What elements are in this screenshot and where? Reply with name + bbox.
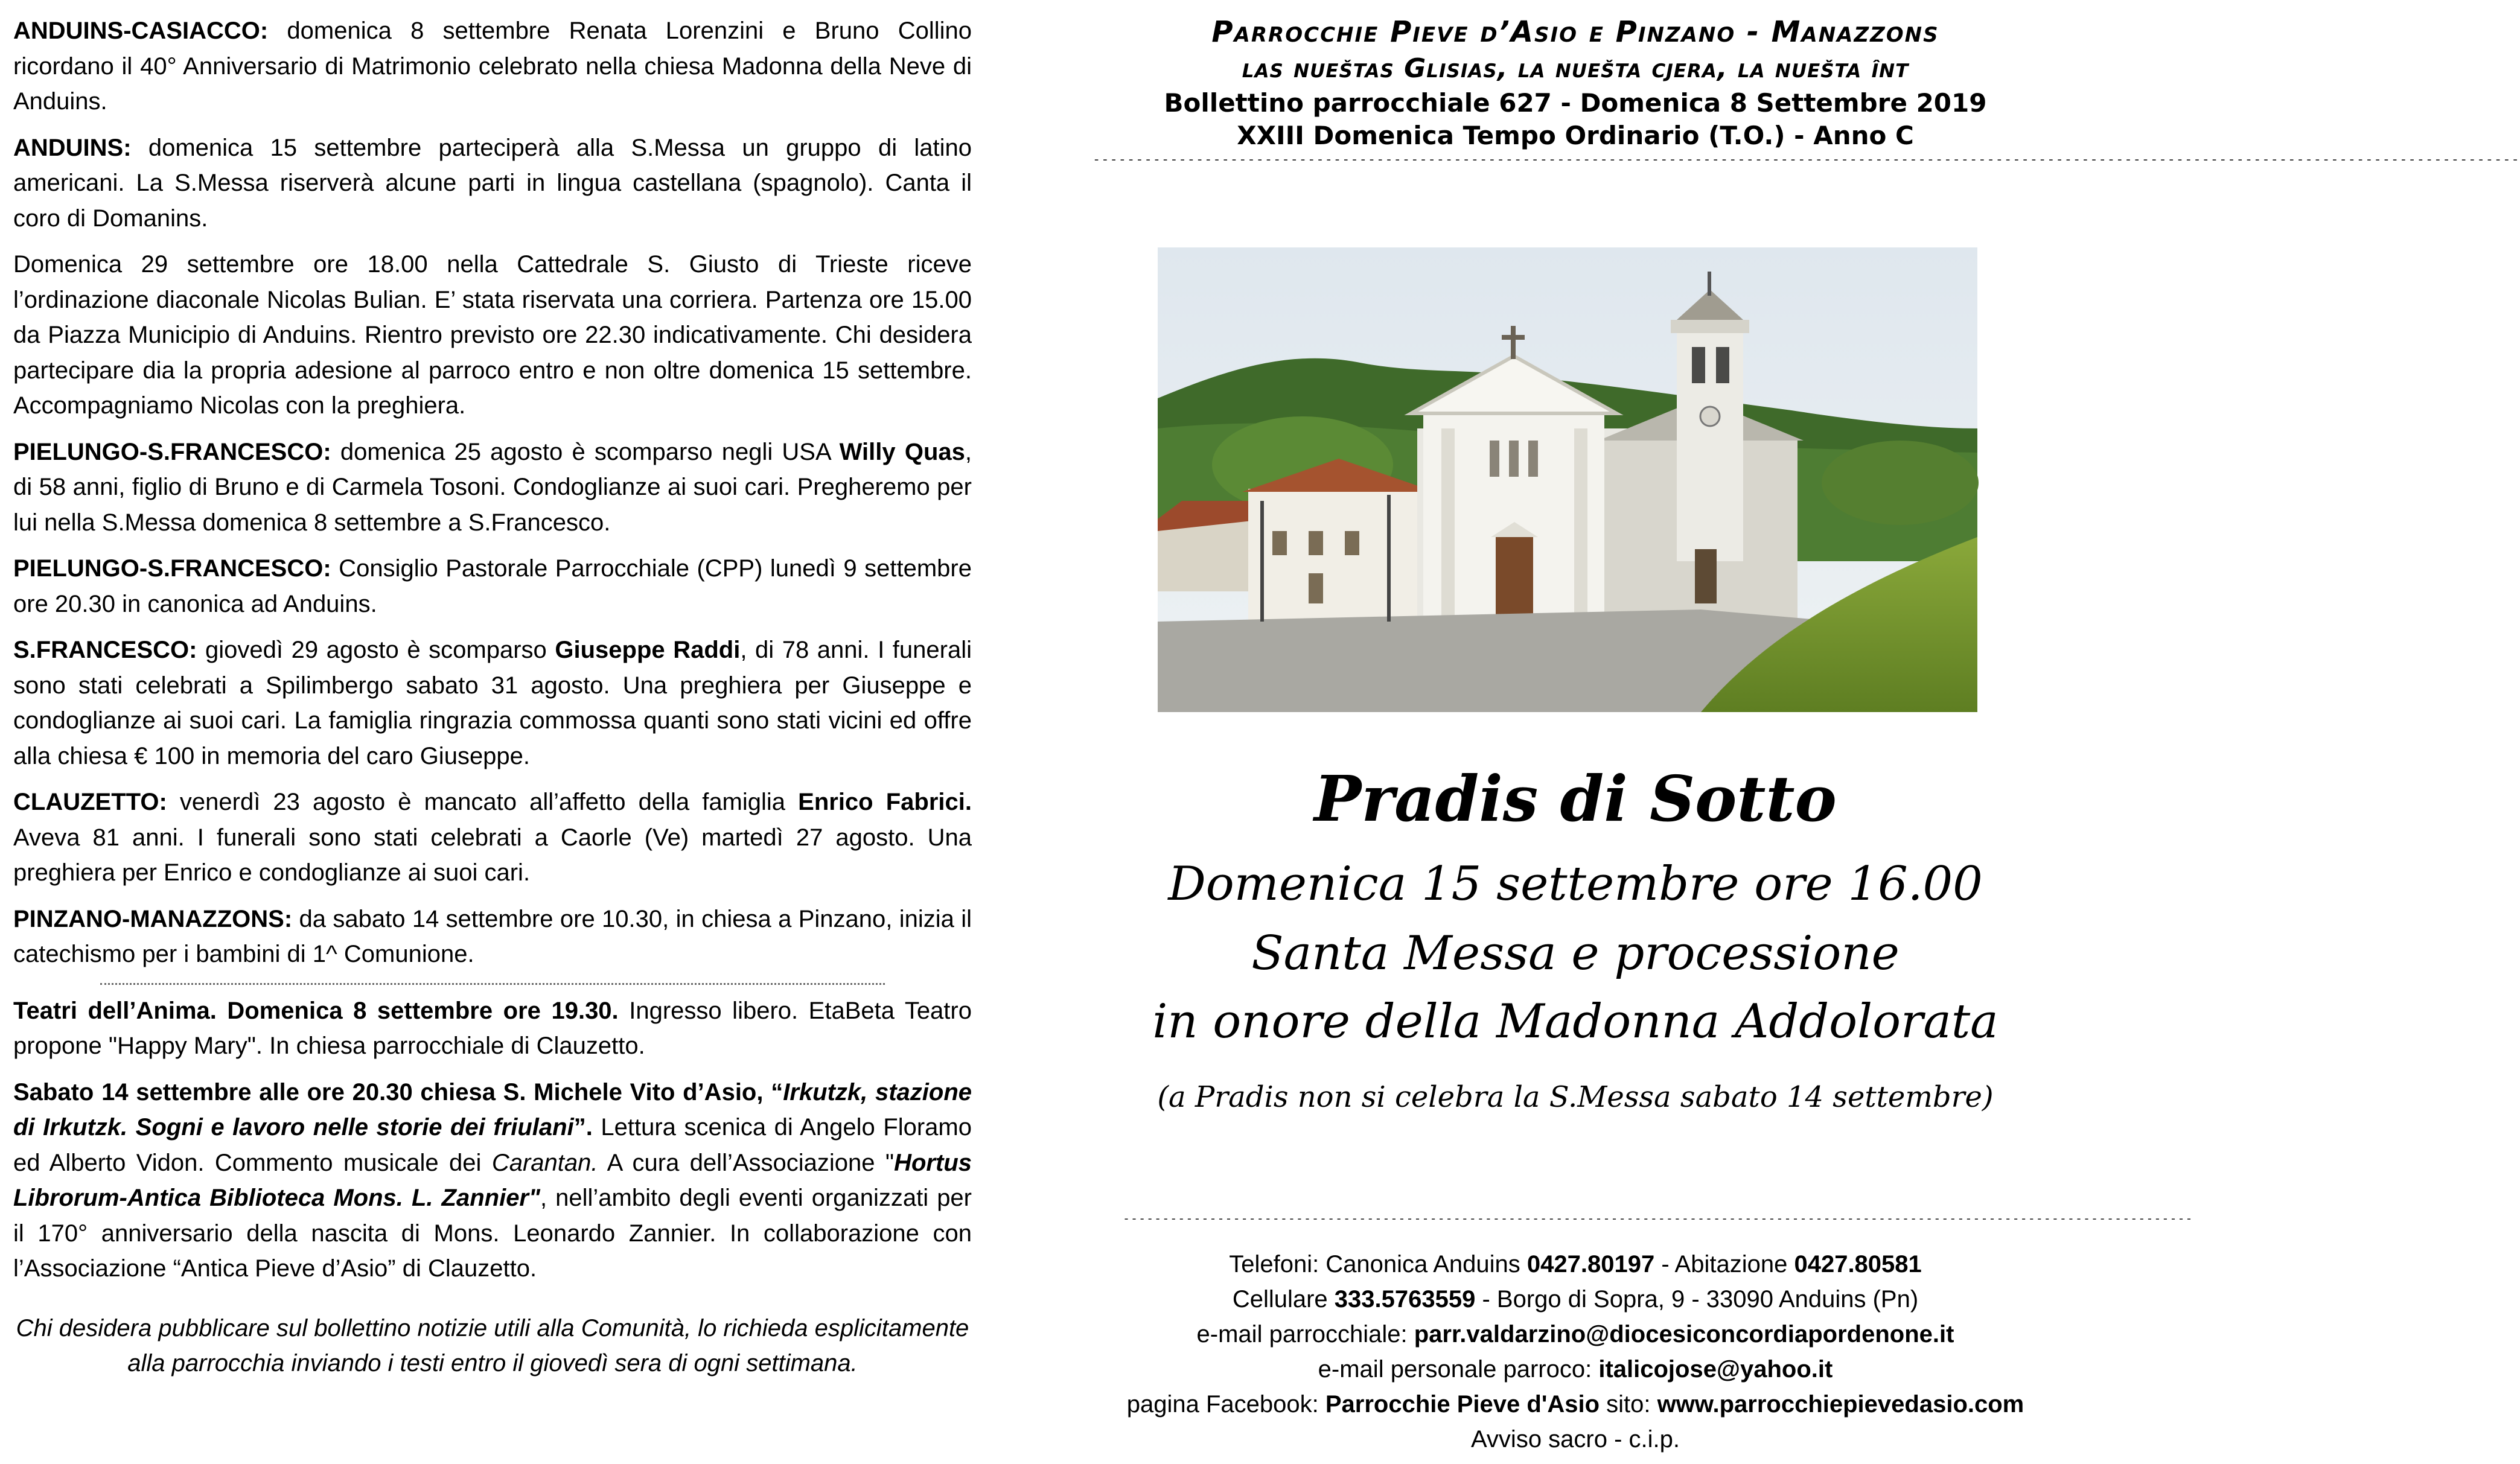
news-column bbox=[13, 13, 972, 1405]
priest-email-link[interactable]: italicojose@yahoo.it bbox=[1598, 1356, 1833, 1383]
parishes-motto: las nueštas Glisias, la nuešta cjera, la nuešta înt bbox=[1242, 53, 1909, 84]
parish-email-link[interactable]: parr.valdarzino@diocesiconcordiapordenone.it bbox=[1414, 1321, 1954, 1348]
liturgical-sunday: XXIII Domenica Tempo Ordinario (T.O.) - Anno C bbox=[1237, 121, 1914, 150]
bulletin-header bbox=[1093, 13, 2520, 167]
event-date: Domenica 15 settembre ore 16.00 bbox=[1168, 857, 1983, 911]
church-photo bbox=[1158, 247, 1977, 712]
notice-pielungo-1: PIELUNGO-S.FRANCESCO: domenica 25 agosto è scomparso negli USA Willy Quas, di 58 anni, figlio di Bruno e di Carmela Tosoni. Condoglianze ai suoi cari. Pregheremo per lui nella S.Messa domenica 8 settembre a S.Francesco. bbox=[13, 438, 972, 536]
event-dedication: in onore della Madonna Addolorata bbox=[1152, 995, 1998, 1049]
bulletin-number: Bollettino parrocchiale 627 - Domenica 8 Settembre 2019 bbox=[1164, 88, 1987, 118]
notice-pinzano: PINZANO-MANAZZONS: da sabato 14 settembre ore 10.30, in chiesa a Pinzano, inizia il catechismo per i bambini di 1^ Comunione. bbox=[13, 905, 972, 967]
notice-pielungo-2: PIELUNGO-S.FRANCESCO: Consiglio Pastorale Parrocchiale (CPP) lunedì 9 settembre ore 20.30 in canonica ad Anduins. bbox=[13, 555, 972, 617]
notice-ordination: Domenica 29 settembre ore 18.00 nella Cattedrale S. Giusto di Trieste riceve l’ordinazione diaconale Nicolas Bulian. E’ stata riservata una corriera. Partenza ore 15.00 da Piazza Municipio di Anduins. Rientro previsto ore 22.30 indicativamente. Chi desidera partecipare dia la propria adesione al parroco entro e non oltre domenica 15 settembre. Accompagniamo Nicolas con la preghiera. bbox=[13, 251, 972, 419]
event-note: (a Pradis non si celebra la S.Messa sabato 14 settembre) bbox=[1157, 1080, 1994, 1114]
notice-s-francesco: S.FRANCESCO: giovedì 29 agosto è scomparso Giuseppe Raddi, di 78 anni. I funerali sono stati celebrati a Spilimbergo sabato 31 agosto. Una preghiera per Giuseppe e condoglianze ai suoi cari. La famiglia ringrazia commossa quanti sono stati vicini ed offre alla chiesa € 100 in memoria del caro Giuseppe. bbox=[13, 637, 972, 769]
notice-irkutzk: Sabato 14 settembre alle ore 20.30 chiesa S. Michele Vito d’Asio, “Irkutzk, stazione di Irkutzk. Sogni e lavoro nelle storie dei friulani”. Lettura scenica di Angelo Floramo ed Alberto Vidon. Commento musicale dei Carantan. A cura dell’Associazione "Hortus Librorum-Antica Biblioteca Mons. L. Zannier", nell’ambito degli eventi organizzati per il 170° anniversario della nascita di Mons. Leonardo Zannier. In collaborazione con l’Associazione “Antica Pieve d’Asio” di Clauzetto. bbox=[13, 1078, 972, 1282]
event-description: Santa Messa e processione bbox=[1251, 926, 1900, 981]
cell-line: Cellulare 333.5763559 - Borgo di Sopra, 9 - 33090 Anduins (Pn) bbox=[1232, 1286, 1919, 1313]
notice-anduins: ANDUINS: domenica 15 settembre parteciperà alla S.Messa un gruppo di latino americani. La S.Messa riserverà alcune parti in lingua castellana (spagnolo). Canta il coro di Domanins. bbox=[13, 134, 972, 232]
divider bbox=[100, 983, 885, 985]
contacts-block bbox=[1093, 1201, 2193, 1457]
facebook-site-line: pagina Facebook: Parrocchie Pieve d'Asio sito: www.parrocchiepievedasio.com bbox=[1126, 1391, 2024, 1418]
church-illustration bbox=[1158, 247, 1977, 712]
parish-email-line: e-mail parrocchiale: parr.valdarzino@diocesiconcordiapordenone.it bbox=[1196, 1321, 1954, 1348]
parishes-title: Parrocchie Pieve d’Asio e Pinzano - Manazzons bbox=[1211, 15, 1939, 49]
phones-line: Telefoni: Canonica Anduins 0427.80197 - Abitazione 0427.80581 bbox=[1229, 1251, 1922, 1278]
priest-email-line: e-mail personale parroco: italicojose@yahoo.it bbox=[1318, 1356, 1833, 1383]
header-divider: ---------------------------------------------------------------------------------------------------------------------------------------------------------------------- bbox=[1093, 152, 2520, 167]
publication-note: Chi desidera pubblicare sul bollettino notizie utili alla Comunità, lo richieda esplicitamente alla parrocchia inviando i testi entro il giovedì sera di ogni settimana. bbox=[16, 1314, 969, 1376]
event-place: Pradis di Sotto bbox=[1314, 762, 1837, 836]
notice-clauzetto: CLAUZETTO: venerdì 23 agosto è mancato all’affetto della famiglia Enrico Fabrici. Aveva 81 anni. I funerali sono stati celebrati a Caorle (Ve) martedì 27 agosto. Una preghiera per Enrico e condoglianze ai suoi cari. bbox=[13, 789, 972, 886]
contacts-divider: ---------------------------------------------------------------------------------------------------------------------------------------- bbox=[1123, 1211, 2193, 1226]
avviso-sacro: Avviso sacro - c.i.p. bbox=[1470, 1426, 1680, 1453]
notice-teatri: Teatri dell’Anima. Domenica 8 settembre ore 19.30. Ingresso libero. EtaBeta Teatro propone "Happy Mary". In chiesa parrocchiale di Clauzetto. bbox=[13, 997, 972, 1059]
facebook-page-link[interactable]: Parrocchie Pieve d'Asio bbox=[1325, 1391, 1600, 1418]
website-link[interactable]: www.parrocchiepievedasio.com bbox=[1657, 1391, 2024, 1418]
notice-anduins-casiacco: ANDUINS-CASIACCO: domenica 8 settembre Renata Lorenzini e Bruno Collino ricordano il 40° Anniversario di Matrimonio celebrato nella chiesa Madonna della Neve di Anduins. bbox=[13, 18, 972, 115]
